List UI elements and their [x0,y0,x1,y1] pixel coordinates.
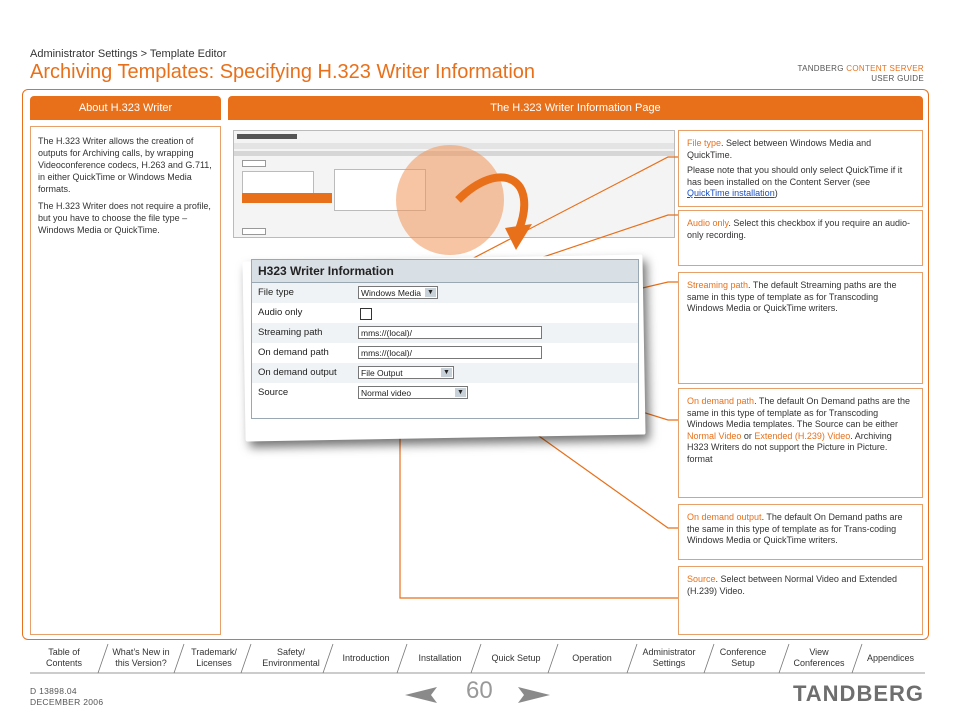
info-box-source [678,566,923,635]
about-header: About H.323 Writer [30,96,221,120]
row-on-demand-path [252,343,638,363]
document-id-block [30,686,103,708]
streaming-path-key: Streaming path [687,280,749,290]
on-demand-output-value: File Output [361,368,403,378]
zoom-arrow [458,177,524,232]
brand-guide: USER GUIDE [871,74,924,83]
file-type-select[interactable] [358,286,438,299]
streaming-path-input[interactable]: mms://(local)/ [358,326,542,339]
audio-only-label: Audio only [258,307,303,318]
tab-appendices[interactable]: Appendices [866,652,915,663]
page-section-header: The H.323 Writer Information Page [228,96,923,120]
info-box-audio-only [678,210,923,266]
on-demand-output-key: On demand output [687,512,762,522]
file-type-text: . Select between Windows Media and QuickTime. [687,138,872,160]
brand-name: TANDBERG [797,64,844,73]
tab-introduction[interactable]: Introduction [342,652,390,663]
audio-only-text: . Select this checkbox if you require an audio-only recording. [687,218,910,240]
file-type-note: Please note that you should only select QuickTime if it has been installed on the Content Server (see [687,165,903,187]
on-demand-or: or [741,430,755,441]
streaming-path-text: . The default Streaming paths are the same in this type of template as for Transcoding Windows Media or QuickTime writers. [687,280,897,313]
quicktime-installation-link[interactable]: QuickTime installation [687,188,775,198]
on-demand-output-label: On demand output [258,367,337,378]
row-audio-only [252,303,638,323]
zoom-arrow-head [505,224,532,250]
previous-page-icon[interactable] [405,685,437,705]
tab-whats-new[interactable]: What’s New in this Version? [112,647,170,668]
on-demand-path-label: On demand path [258,347,329,358]
tab-table-of-contents[interactable]: Table of Contents [45,647,83,668]
h323-writer-dialog [251,259,639,419]
file-type-label: File type [258,287,294,298]
chevron-down-icon: ▼ [455,388,466,397]
chevron-down-icon: ▼ [425,288,436,297]
on-demand-path-text: . The default On Demand paths are the same in this type of template as for Transcoding Windows Media templates. The Source can be either [687,396,910,429]
file-type-note-end: ) [774,188,778,198]
audio-only-key: Audio only [687,218,729,228]
about-paragraph-2: The H.323 Writer does not require a profile, but you have to choose the file type – Windows Media or QuickTime. [38,201,211,235]
tab-trademark-licenses[interactable]: Trademark/ Licenses [191,647,237,668]
row-file-type [252,283,638,303]
file-type-value: Windows Media [361,288,421,298]
page-title: Archiving Templates: Specifying H.323 Writer Information [30,61,536,83]
info-box-file-type [678,130,923,207]
file-type-key: File type [687,138,722,148]
tab-safety-environmental[interactable]: Safety/ Environmental [262,647,320,668]
document-date: DECEMBER 2006 [30,697,104,707]
page-number: 60 [466,677,493,704]
dialog-title: H323 Writer Information [252,260,638,283]
next-page-icon[interactable] [518,685,550,705]
source-key: Source [687,574,716,584]
normal-video-key: Normal Video [687,430,742,441]
extended-video-key: Extended (H.239) Video [754,430,851,441]
audio-only-checkbox[interactable] [360,308,372,320]
tab-view-conferences[interactable]: View Conferences [793,647,845,668]
source-label: Source [258,387,289,398]
info-box-on-demand-path [678,388,923,498]
tab-administrator-settings[interactable]: Administrator Settings [642,647,696,668]
info-box-streaming-path [678,272,923,384]
chevron-down-icon: ▼ [441,368,452,377]
on-demand-path-key: On demand path [687,396,755,406]
callout-line-source [400,410,678,598]
about-paragraph-1: The H.323 Writer allows the creation of outputs for Archiving calls, by wrapping Videoconference codecs, H.263 and G.711, in either QuickTime or Windows Media formats. [38,136,212,194]
source-text: . Select between Normal Video and Extended (H.239) Video. [687,574,897,596]
tab-installation[interactable]: Installation [418,652,462,663]
dialog-rows [252,283,638,403]
streaming-path-label: Streaming path [258,327,323,338]
tab-quick-setup[interactable]: Quick Setup [491,652,541,663]
row-source [252,383,638,403]
on-demand-path-end: . Archiving H323 Writers do not support the Picture in Picture. format [687,430,892,464]
source-select[interactable] [358,386,468,399]
info-box-on-demand-output [678,504,923,560]
bottom-tab-bar [30,642,925,674]
tab-operation[interactable]: Operation [572,652,612,663]
tab-conference-setup[interactable]: Conference Setup [719,647,767,668]
on-demand-output-text: . The default On Demand paths are the same in this type of template as for Trans-coding Windows Media or QuickTime writers. [687,512,903,545]
tandberg-logo: TANDBERG [792,681,924,706]
document-id: D 13898.04 [30,686,77,696]
row-on-demand-output [252,363,638,383]
source-value: Normal video [361,388,412,398]
row-streaming-path [252,323,638,343]
brand-product: CONTENT SERVER [846,64,924,73]
on-demand-path-input[interactable]: mms://(local)/ [358,346,542,359]
breadcrumb: Administrator Settings > Template Editor [30,48,227,60]
on-demand-output-select[interactable] [358,366,454,379]
